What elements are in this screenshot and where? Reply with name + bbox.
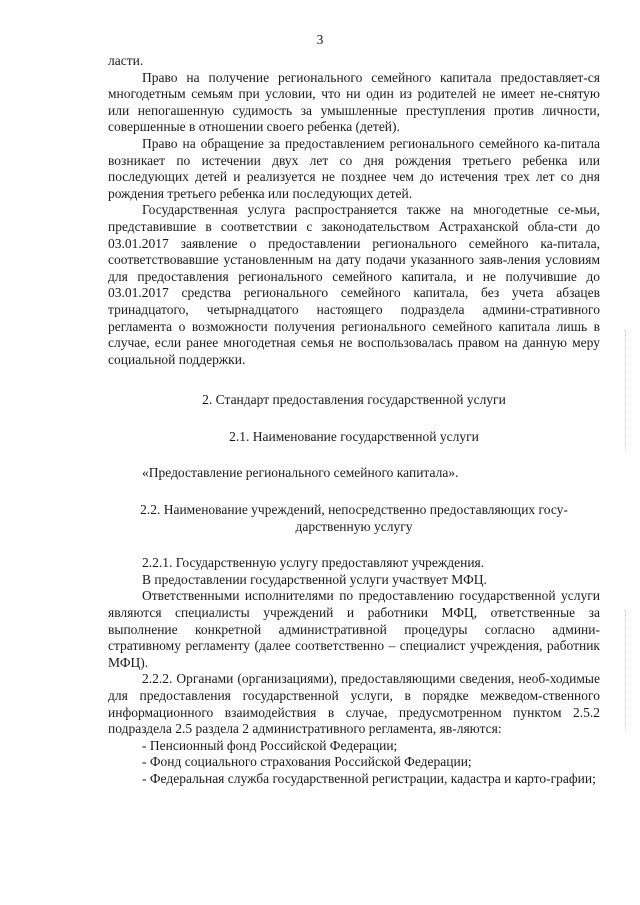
paragraph-service-scope: Государственная услуга распространяется также на многодетные се-мьи, представившие в соответствии с законодательством Астраханской обла-сти до 03.01.2017 заявление о предоставлении регионального семейного ка-питала, соответствовавшие установленным на дату подачи указанного заяв-ления условиям для предоставления регионального семейного капитала, и не получившие до 03.01.2017 средства регионального семейного капитала, без учета абзацев тринадцатого, четырнадцатого настоящего подраздела админи-стративного регламента о возможности получения регионального семейного капитала лишь в случае, если ранее многодетная семья не воспользовалась правом на данную меру социальной поддержки. (108, 202, 600, 367)
page-number: 3 (316, 32, 324, 47)
paragraph-2-2-1: 2.2.1. Государственную услугу предоставляют учреждения. (142, 555, 485, 571)
section-heading-2: 2. Стандарт предоставления государственной услуги (202, 392, 506, 408)
paragraph-mfc-participation: В предоставлении государственной услуги участвует МФЦ. (142, 571, 487, 587)
service-name: «Предоставление регионального семейного капитала». (142, 465, 459, 481)
paragraph-right-to-capital: Право на получение регионального семейного капитала предоставляет-ся многодетным семьям при условии, что ни один из родителей не имеет не-снятую или непогашенную судимость за умышленные преступления против личности, совершенные в отношении своего ребенка (детей). (108, 69, 600, 135)
paragraph-responsible-executors: Ответственными исполнителями по предоставлению государственной услуги являются специалисты учреждений и работники МФЦ, ответственные за выполнение конкретной административной процедуры согласно админи-стративному регламенту (далее соответственно – специалист учреждения, работник МФЦ). (108, 588, 600, 670)
paragraph-2-2-2: 2.2.2. Органами (организациями), предоставляющими сведения, необ-ходимые для предоставления государственной услуги, в порядке межведом-ственного информационного взаимодействия в случае, предусмотренном пунктом 2.5.2 подраздела 2.5 раздела 2 административного регламента, яв-ляются: (108, 671, 600, 737)
list-item: - Федеральная служба государственной регистрации, кадастра и карто-графии; (142, 770, 596, 786)
section-heading-2-2: 2.2. Наименование учреждений, непосредственно предоставляющих госу-дарственную услугу (140, 502, 568, 534)
document-body (108, 53, 600, 788)
section-heading-2-1: 2.1. Наименование государственной услуги (229, 428, 479, 444)
paragraph-continuation: ласти. (108, 53, 144, 68)
paragraph-application-right: Право на обращение за предоставлением регионального семейного ка-питала возникает по истечении двух лет со дня рождения третьего ребенка или последующих детей и реализуется не позднее чем до истечения трех лет со дня рождения третьего ребенка или последующих детей. (108, 135, 600, 201)
list-item: - Пенсионный фонд Российской Федерации; (142, 737, 398, 753)
scan-edge-mark (624, 610, 626, 730)
list-item: - Фонд социального страхования Российской Федерации; (142, 754, 472, 770)
scan-edge-mark (624, 330, 626, 450)
